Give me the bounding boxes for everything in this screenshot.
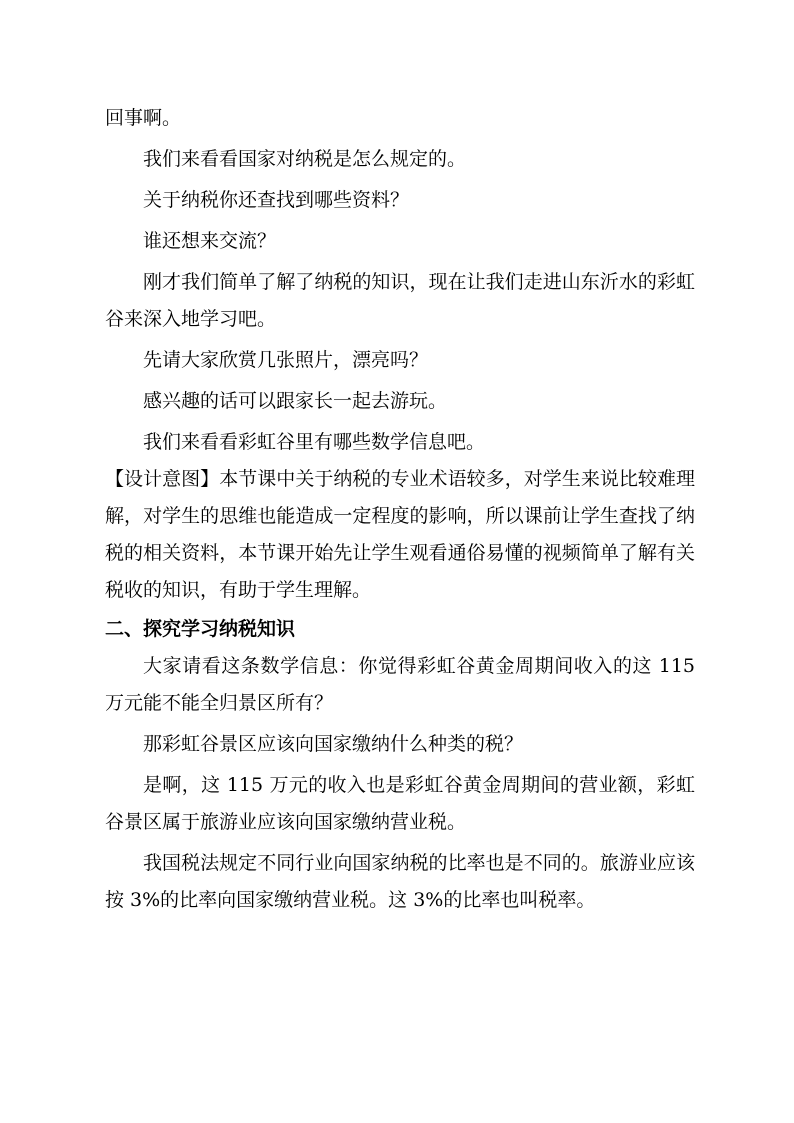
paragraph: 刚才我们简单了解了纳税的知识，现在让我们走进山东沂水的彩虹谷来深入地学习吧。 — [105, 271, 695, 330]
paragraph: 我们来看看彩虹谷里有哪些数学信息吧。 — [143, 431, 486, 453]
paragraph: 那彩虹谷景区应该向国家缴纳什么种类的税？ — [143, 733, 524, 755]
paragraph: 我国税法规定不同行业向国家纳税的比率也是不同的。旅游业应该按 3%的比率向国家缴纳营业税。这 3%的比率也叫税率。 — [105, 852, 695, 911]
paragraph: 先请大家欣赏几张照片，漂亮吗？ — [143, 349, 429, 371]
paragraph: 是啊，这 115 万元的收入也是彩虹谷黄金周期间的营业额，彩虹谷景区属于旅游业应该向国家缴纳营业税。 — [105, 774, 695, 833]
paragraph: 关于纳税你还查找到哪些资料？ — [143, 189, 410, 211]
paragraph: 回事啊。 — [105, 107, 182, 129]
paragraph: 大家请看这条数学信息：你觉得彩虹谷黄金周期间收入的这 115 万元能不能全归景区所有？ — [105, 655, 695, 714]
section-heading: 二、探究学习纳税知识 — [105, 618, 296, 640]
paragraph: 感兴趣的话可以跟家长一起去游玩。 — [143, 390, 448, 412]
paragraph: 谁还想来交流？ — [143, 230, 277, 252]
design-intent-paragraph: 【设计意图】本节课中关于纳税的专业术语较多，对学生来说比较难理解，对学生的思维也能造成一定程度的影响，所以课前让学生查找了纳税的相关资料，本节课开始先让学生观看通俗易懂的视频简单了解有关税收的知识，有助于学生理解。 — [105, 468, 695, 601]
paragraph: 我们来看看国家对纳税是怎么规定的。 — [143, 148, 467, 170]
document-body — [105, 100, 695, 919]
